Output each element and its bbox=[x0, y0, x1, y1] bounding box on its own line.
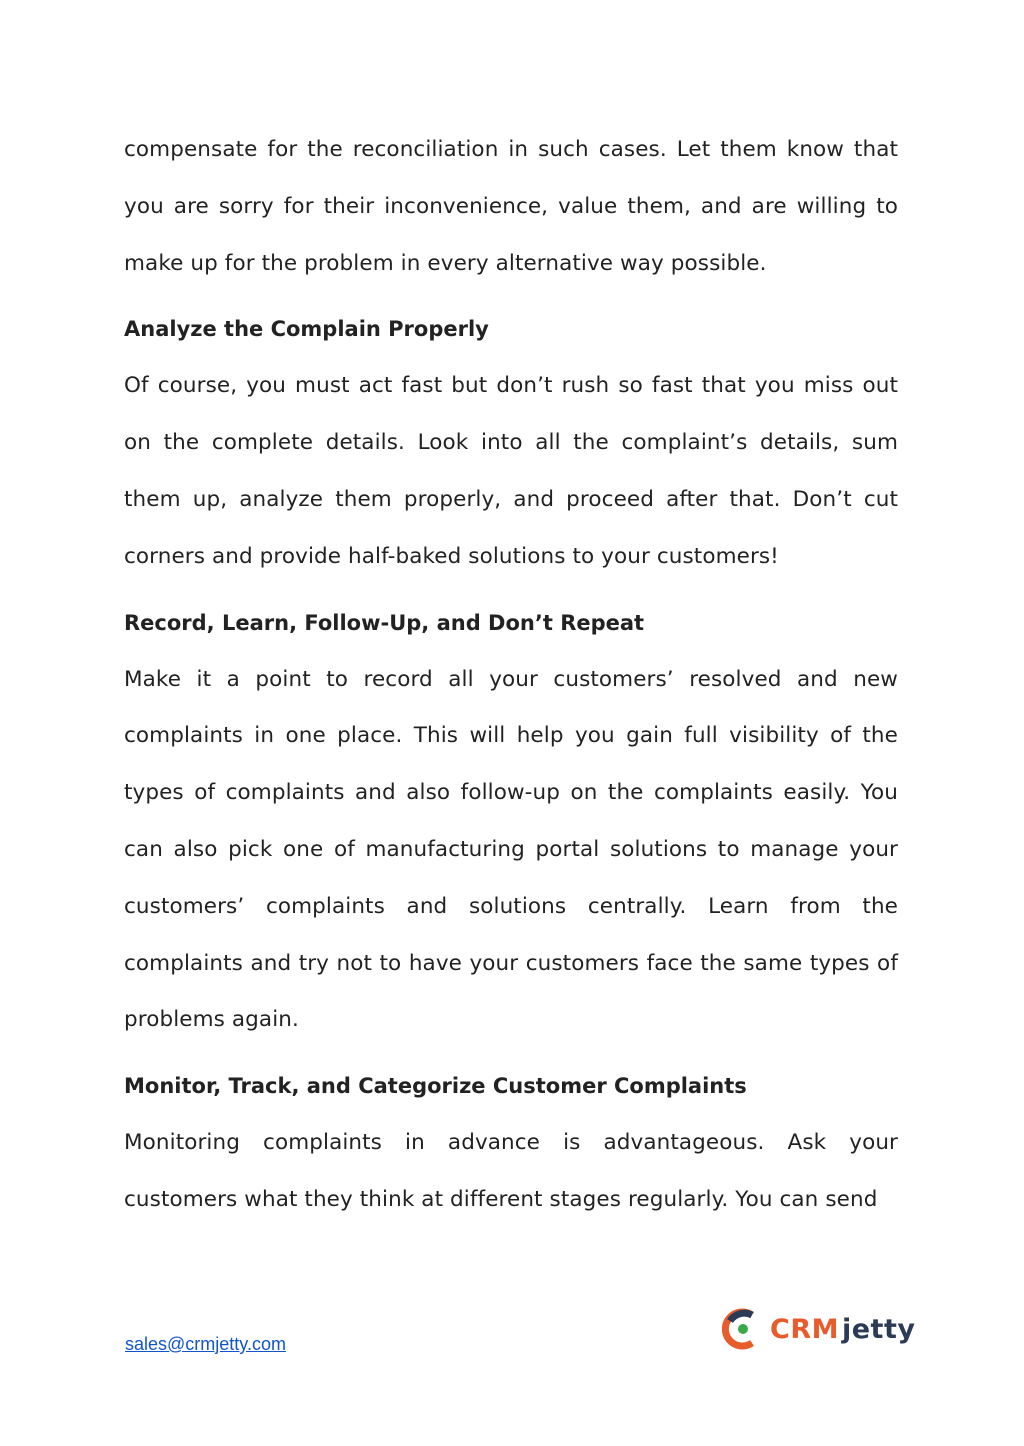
section-heading-analyze: Analyze the Complain Properly bbox=[124, 317, 489, 342]
document-body bbox=[124, 122, 898, 1229]
logo-text-jetty: jetty bbox=[841, 1313, 916, 1345]
logo-text-crm: CRM bbox=[770, 1313, 839, 1345]
section-body-analyze: Of course, you must act fast but don’t rush so fast that you miss out on the complete details. Look into all the complaint’s details, sum them up, analyze them properly, and proceed after that. Don’t cut corners and provide half-baked solutions to your customers! bbox=[124, 373, 898, 569]
section-heading-monitor: Monitor, Track, and Categorize Customer Complaints bbox=[124, 1074, 747, 1099]
section-heading-record: Record, Learn, Follow-Up, and Don’t Repeat bbox=[124, 610, 645, 635]
paragraph-intro: compensate for the reconciliation in such cases. Let them know that you are sorry for their inconvenience, value them, and are willing to make up for the problem in every alternative way possible. bbox=[124, 137, 898, 276]
footer-email-link[interactable]: sales@crmjetty.com bbox=[125, 1334, 286, 1354]
section-body-record: Make it a point to record all your customers’ resolved and new complaints in one place. This will help you gain full visibility of the types of complaints and also follow-up on the complaints easily. You can also pick one of manufacturing portal solutions to manage your customers’ complaints and solutions centrally. Learn from the complaints and try not to have your customers face the same types of problems again. bbox=[124, 666, 898, 1033]
crmjetty-logo bbox=[722, 1303, 915, 1355]
crmjetty-logo-icon bbox=[722, 1307, 762, 1351]
section-body-monitor: Monitoring complaints in advance is advantageous. Ask your customers what they think at different stages regularly. You can send bbox=[124, 1130, 898, 1212]
